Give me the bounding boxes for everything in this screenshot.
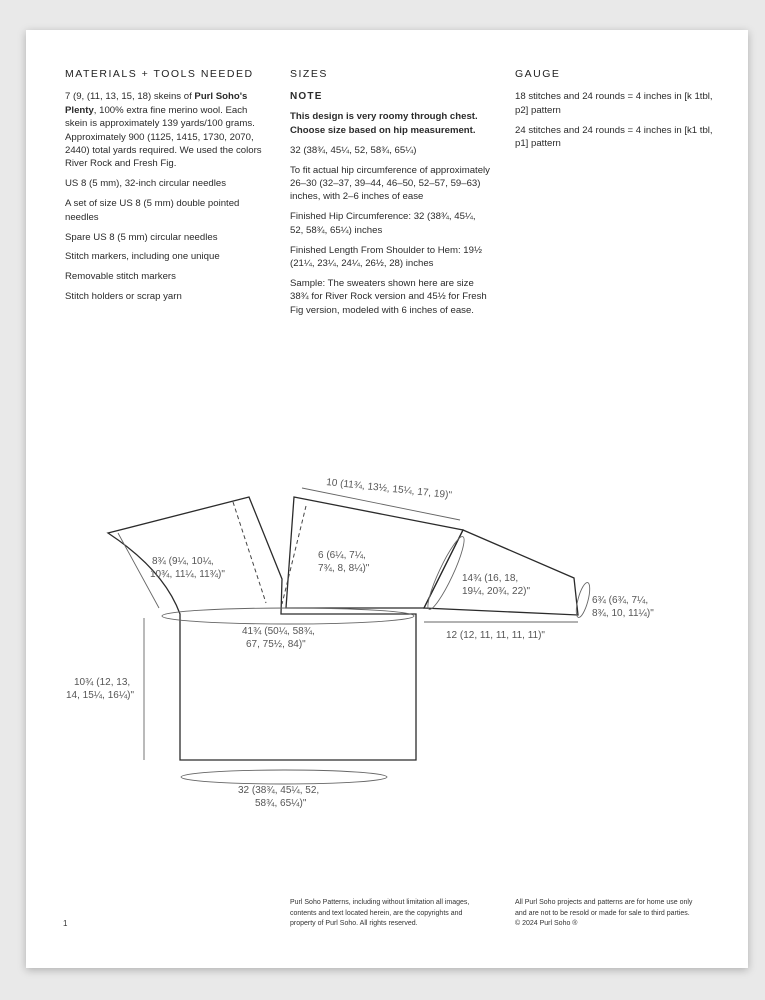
copyright-line: property of Purl Soho. All rights reserved. — [290, 920, 418, 927]
shoulder-width-label: 10 (11¾, 13½, 15¼, 17, 19)" — [325, 477, 453, 502]
gauge-heading: GAUGE — [515, 68, 561, 80]
neck-depth-label: 6 (6¼, 7¼, — [318, 550, 366, 561]
schematic-shoulder-panel — [286, 497, 463, 608]
yarn-text-post: , 100% extra fine merino wool. Each skein is approximately 139 yards/100 grams. Approximately 900 (1125, 1415, 1730, 2070, 2440) total yards required. We used the colors River Rock and Fresh Fig. — [65, 104, 262, 170]
sizes-paragraph: Finished Length From Shoulder to Hem: 19½ (21¼, 23¼, 24¼, 26½, 28) inches — [290, 244, 482, 269]
copyright-notice — [290, 898, 490, 930]
materials-heading: MATERIALS + TOOLS NEEDED — [65, 68, 254, 80]
sleeve-length-label: 12 (12, 11, 11, 11, 11)" — [446, 630, 545, 641]
chest-ellipse — [162, 608, 414, 624]
page-number: 1 — [63, 919, 68, 928]
materials-item: A set of size US 8 (5 mm) double pointed needles — [65, 198, 240, 223]
chest-label: 41¾ (50¼, 58¾, — [242, 626, 315, 637]
sizes-paragraph: 32 (38¾, 45¼, 52, 58¾, 65¼) — [290, 144, 417, 156]
yarn-text-pre: 7 (9, (11, 13, 15, 18) skeins of — [65, 91, 195, 103]
sizes-paragraph: Finished Hip Circumference: 32 (38¾, 45¼, 52, 58¾, 65¼) inches — [290, 211, 476, 236]
materials-item: Stitch markers, including one unique — [65, 251, 220, 263]
materials-item: Removable stitch markers — [65, 271, 176, 283]
chest-label-2: 67, 75½, 84)" — [246, 639, 306, 650]
usage-notice — [515, 898, 725, 930]
copyright-line: contents and text located herein, are the copyrights and — [290, 909, 463, 917]
usage-line: © 2024 Purl Soho ® — [515, 920, 578, 927]
materials-item: Stitch holders or scrap yarn — [65, 291, 182, 303]
neck-dashed-right — [282, 506, 306, 604]
copyright-line: Purl Soho Patterns, including without limitation all images, — [290, 899, 470, 906]
cuff-label: 6¾ (6¾, 7¼, — [592, 595, 649, 606]
usage-line: All Purl Soho projects and patterns are for home use only — [515, 899, 693, 906]
note-text: This design is very roomy through chest. Choose size based on hip measurement. — [290, 111, 478, 136]
yoke-depth-label-2: 10¾, 11¼, 11¾)" — [150, 569, 225, 580]
yarn-brand-link[interactable]: Purl Soho's Plenty — [65, 91, 248, 116]
yoke-depth-label: 8¾ (9¼, 10¼, — [152, 556, 214, 567]
usage-line: and are not to be resold or made for sale to third parties. — [515, 909, 690, 917]
sizes-paragraph: To fit actual hip circumference of approximately 26–30 (32–37, 39–44, 46–50, 52–57, 59–63) inches, with 2–6 inches of ease — [290, 164, 490, 203]
body-length-label-2: 14, 15¼, 16¼)" — [66, 690, 135, 701]
materials-item: Spare US 8 (5 mm) circular needles — [65, 231, 218, 243]
upper-arm-label: 14¾ (16, 18, — [462, 573, 519, 584]
pattern-page — [26, 30, 748, 968]
body-length-label: 10¾ (12, 13, — [74, 677, 131, 688]
hip-label-2: 58¾, 65¼)" — [255, 798, 307, 809]
sweater-schematic — [26, 30, 748, 968]
sizes-paragraph: Sample: The sweaters shown here are size 38¾ for River Rock version and 45½ for Fresh Fig version, modeled with 6 inches of ease. — [290, 277, 487, 316]
hip-label: 32 (38¾, 45¼, 52, — [238, 785, 320, 796]
upper-arm-label-2: 19¼, 20¾, 22)" — [462, 586, 531, 597]
materials-item: US 8 (5 mm), 32-inch circular needles — [65, 178, 227, 190]
hip-ellipse — [181, 770, 387, 784]
sizes-heading: SIZES — [290, 68, 328, 80]
note-heading: NOTE — [290, 91, 323, 103]
gauge-paragraph: 18 stitches and 24 rounds = 4 inches in [k 1tbl, p2] pattern — [515, 91, 713, 116]
neck-dashed-left — [233, 502, 266, 603]
gauge-paragraph: 24 stitches and 24 rounds = 4 inches in [k1 tbl, p1] pattern — [515, 124, 713, 150]
neck-depth-label-2: 7¾, 8, 8¼)" — [318, 563, 370, 574]
cuff-label-2: 8¾, 10, 11¼)" — [592, 608, 654, 619]
